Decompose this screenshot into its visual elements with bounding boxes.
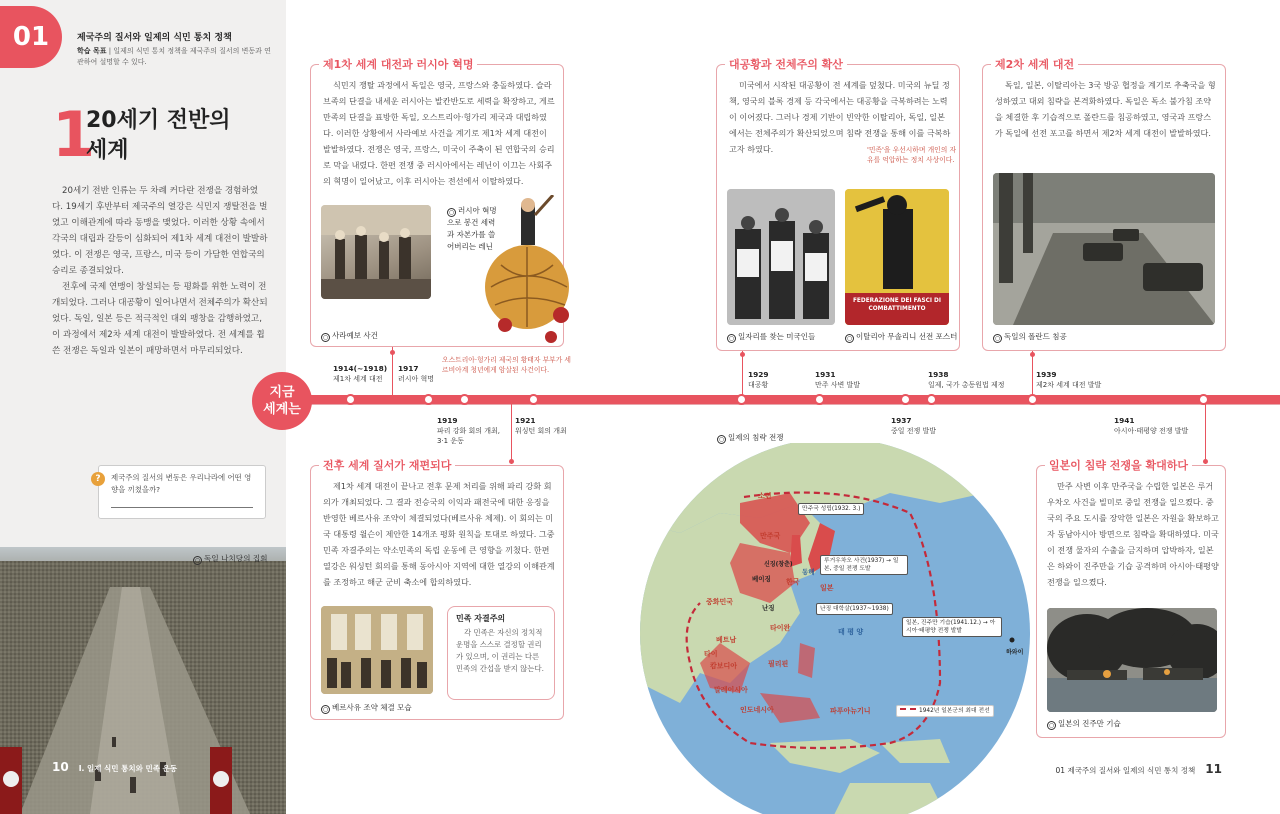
timeline-dot [345, 394, 356, 405]
map-label-beijing: 베이징 [752, 575, 771, 583]
poster-text: FEDERAZIONE DEI FASCI DI COMBATTIMENTO [852, 298, 942, 312]
page-number-left: 10 [52, 760, 69, 774]
section-title: 20세기 전반의 세계 [86, 108, 231, 163]
map-label-manchukuo: 만주국 [760, 532, 781, 540]
topic-box-depression [716, 58, 960, 351]
timeline-label: 1939 제2차 세계 대전 발발 [1036, 370, 1102, 389]
goal-text: 일제의 식민 통치 정책을 제국주의 질서의 변동과 연관하여 설명할 수 있다. [77, 47, 271, 66]
rally-caption: ○ 독일 나치당의 집회 [194, 554, 268, 564]
versailles-caption: ○ 베르사유 조약 체결 모습 [322, 703, 412, 713]
jobless-photo [727, 189, 835, 325]
topic-title-japan: 일본이 침략 전쟁을 확대하다 [1045, 457, 1192, 473]
map-label-indonesia: 인도네시아 [740, 706, 774, 714]
page-number-right: 11 [1205, 762, 1222, 776]
timeline-label: 1931 만주 사변 발발 [815, 370, 861, 389]
timeline-label: 1938 일제, 국가 총동원법 제정 [928, 370, 1005, 389]
poland-caption: ○ 독일의 폴란드 침공 [994, 332, 1067, 342]
timeline-dot [423, 394, 434, 405]
mussolini-poster [845, 189, 949, 325]
map-label-japan: 일본 [820, 584, 834, 592]
map-label-hawaii: 하와이 [1006, 649, 1024, 656]
topic-box-japan [1036, 459, 1226, 738]
map-note-pearl: 일본, 진주만 기습(1941.12.) → 아시아·태평양 전쟁 발발 [902, 617, 1002, 637]
map-label-nanjing: 난징 [762, 604, 775, 612]
topic-text-japan: 만주 사변 이후 만주국을 수립한 일본은 루거우차오 사건을 빌미로 중일 전쟁을 일으켰다. 중국의 주요 도시를 장악한 일본은 자원을 확보하고자 동남아시아 방면으로 침략을 확대하였다. 미국이 전쟁 물자의 수출을 금지하며 압박하자, 일본은 하와이 진주만을 기습 공격하며 아시아·태평양 전쟁을 일으켰다. [1047, 481, 1219, 587]
timeline-stem [511, 404, 512, 464]
timeline-bar [300, 395, 1280, 404]
topic-text-ww1: 식민지 쟁탈 과정에서 독일은 영국, 프랑스와 충돌하였다. 슬라브족의 단결을 내세운 러시아는 발칸반도로 세력을 확장하고, 게르만족의 단결을 표방한 독일, 오스트리아·헝가리 제국과 대립하였다. 이러한 상황에서 사라예보 사건을 계기로 제1차 세계 대전이 발발하였다. 전쟁은 영국, 프랑스, 미국이 주축이 된 연합국의 승리로 막을 내렸다. 한편 전쟁 중 러시아에서는 레닌이 이끄는 사회주의 혁명이 일어났고, 이후 러시아는 전선에서 이탈하였다. [323, 80, 555, 186]
map-label-png: 파푸아뉴기니 [830, 707, 871, 715]
map-label-korea: 한국 [786, 578, 800, 586]
intro-paragraph: 전후에 국제 연맹이 창설되는 등 평화를 위한 노력이 전개되었다. 그러나 대공황이 일어나면서 전체주의가 확산되었다. 독일, 일본 등은 적극적인 대외 팽창을 감행하였고, 이 과정에서 제2차 세계 대전이 발발하였다. 전 세계를 휩쓴 전쟁은 독일과 일본이 패망하면서 마무리되었다. [52, 282, 268, 356]
map-caption: ○ 일제의 침략 전쟁 [718, 433, 784, 443]
topic-box-postwar [310, 459, 564, 720]
japan-invasion-map [640, 443, 1030, 814]
mussolini-caption: ○ 이탈리아 무솔리니 선전 포스터 [846, 332, 958, 342]
timeline-stem [1032, 351, 1033, 395]
left-page [0, 0, 286, 814]
map-note-nanjing: 난징 대학살(1937~1938) [816, 603, 893, 615]
timeline-dot [1198, 394, 1209, 405]
map-label-malaysia: 말레이시아 [714, 686, 748, 694]
map-label-pacific: 태 평 양 [838, 628, 864, 636]
sarajevo-photo [321, 205, 431, 299]
map-label-east-sea: 동해 [802, 568, 815, 576]
timeline-pin [740, 352, 745, 357]
topic-text-postwar: 제1차 세계 대전이 끝나고 전후 문제 처리를 위해 파리 강화 회의가 개최되었다. 그 결과 전승국의 이익과 패전국에 대한 응징을 반영한 베르사유 조약이 체결되었다(베르사유 체제). 이 회의는 미국 대통령 윌슨이 제안한 14개조 평화 원칙을 토대로 하였다. 그중 민족 자결주의는 약소민족의 독립 운동에 큰 영향을 끼쳤다. 한편 열강은 워싱턴 회의를 통해 동아시아 지역에 대한 열강의 이해관계를 조정하고 해군 군비 축소에 합의하였다. [323, 481, 555, 587]
lenin-poster [481, 195, 577, 345]
timeline-dot [528, 394, 539, 405]
timeline-underline [300, 404, 1280, 405]
question-box [95, 465, 266, 519]
timeline-stem [1205, 404, 1206, 464]
timeline-dot [926, 394, 937, 405]
left-footer: 10 Ⅰ. 일제 식민 통치와 민족 운동 [52, 760, 178, 774]
sarajevo-caption: ○ 사라예보 사건 [322, 331, 378, 341]
pearl-harbor-caption: ○ 일본의 진주만 기습 [1048, 719, 1121, 729]
sarajevo-note: 오스트리아·헝가리 제국의 황태자 부부가 세르비아계 청년에게 암살된 사건이다. [442, 356, 571, 374]
timeline-stem [742, 351, 743, 395]
timeline-dot [736, 394, 747, 405]
topic-title-ww2: 제2차 세계 대전 [991, 56, 1078, 72]
map-label-soviet: 소련 [758, 492, 772, 500]
concept-box [447, 606, 555, 700]
map-label-thailand: 타이 [704, 650, 718, 658]
timeline-pin [509, 459, 514, 464]
topic-title-ww1: 제1차 세계 대전과 러시아 혁명 [319, 56, 477, 72]
map-note-manchukuo: 만주국 성립(1932. 3.) [798, 503, 864, 515]
timeline-dot [814, 394, 825, 405]
right-footer: 01 제국주의 질서와 일제의 식민 통치 정책 11 [1055, 762, 1222, 776]
map-label-philippines: 필리핀 [768, 660, 789, 668]
versailles-photo [321, 606, 433, 694]
map-label-taiwan: 타이완 [770, 624, 791, 632]
question-text: 제국주의 질서의 변동은 우리나라에 어떤 영향을 끼쳤을까? [111, 473, 252, 494]
timeline-label: 1914(~1918) 제1차 세계 대전 [333, 364, 388, 383]
goal-label: 학습 목표 [77, 47, 107, 55]
timeline-dot [459, 394, 470, 405]
section-number: 1 [52, 98, 96, 171]
intro-paragraph: 20세기 전반 인류는 두 차례 커다란 전쟁을 경험하였다. 19세기 후반부터 제국주의 열강은 식민지 쟁탈전을 벌였고 이해관계에 따라 동맹을 맺었다. 이러한 상황 속에서 각국의 대립과 갈등이 심화되어 제1차 세계 대전이 발발하였다. 이 전쟁은 영국, 프랑스, 미국 등이 가담한 연합국의 승리로 종결되었다. [52, 186, 268, 276]
intro-text [52, 183, 268, 359]
timeline-label: 1919 파리 강화 회의 개최, 3·1 운동 [437, 416, 500, 445]
unit-number-badge: 01 [0, 6, 62, 68]
timeline-pin [1030, 352, 1035, 357]
timeline-label: 1937 중일 전쟁 발발 [891, 416, 937, 435]
timeline-pin [1203, 459, 1208, 464]
map-label-cambodia: 캄보디아 [710, 662, 738, 670]
totalitarian-note: '민족'을 우선시하며 개인의 자유를 억압하는 정치 사상이다. [867, 146, 957, 164]
pearl-harbor-photo [1047, 608, 1217, 712]
topic-text-depression: 미국에서 시작된 대공황이 전 세계를 덮쳤다. 미국의 뉴딜 정책, 영국의 블록 경제 등 각국에서는 대공황을 극복하려는 노력이 이어졌다. 그러나 경제 기반이 빈약한 이탈리아, 독일, 일본에서는 전체주의가 확산되었으며 침략 전쟁을 통해 이를 극복하고자 하였다. [729, 80, 951, 154]
timeline-label: 1929 대공황 [748, 370, 769, 389]
map-label-shinkyo: 신징(창춘) [764, 561, 793, 568]
question-icon: ? [91, 472, 105, 486]
topic-title-postwar: 전후 세계 질서가 재편되다 [319, 457, 455, 473]
answer-line [111, 507, 253, 508]
topic-title-depression: 대공황과 전체주의 확산 [725, 56, 847, 72]
timeline-label: 1917 러시아 혁명 [398, 364, 435, 383]
timeline-label: 1921 워싱턴 회의 개최 [515, 416, 567, 435]
topic-box-ww2 [982, 58, 1226, 351]
timeline-dot [1027, 394, 1038, 405]
timeline-dot [900, 394, 911, 405]
photo-caption-icon: ○ [194, 557, 201, 564]
map-legend: 1942년 일본군의 최대 전선 [896, 705, 994, 717]
map-note-lugou: 루거우차오 사건(1937) → 일본, 중일 전쟁 도발 [820, 555, 908, 575]
now-world-badge: 지금 세계는 [252, 372, 312, 430]
concept-text: 각 민족은 자신의 정치적 운명을 스스로 결정할 권리가 있으며, 이 권리는 다른 민족의 간섭을 받지 않는다. [456, 628, 544, 673]
jobless-caption: ○ 일자리를 찾는 미국인들 [728, 332, 816, 342]
topic-text-ww2: 독일, 일본, 이탈리아는 3국 방공 협정을 계기로 추축국을 형성하였고 대외 침략을 본격화하였다. 독일은 독소 불가침 조약을 체결한 후 기습적으로 폴란드를 침공하였고, 영국과 프랑스가 독일에 선전 포고를 하면서 제2차 세계 대전이 발발하였다. [995, 80, 1216, 138]
unit-goal: 학습 목표 | 일제의 식민 통치 정책을 제국주의 질서의 변동과 연관하여 설명할 수 있다. [77, 47, 271, 66]
unit-title: 제국주의 질서와 일제의 식민 통치 정책 [77, 33, 232, 43]
timeline-pin [390, 350, 395, 355]
map-label-china: 중화민국 [706, 598, 734, 606]
topic-box-ww1 [310, 58, 564, 347]
concept-title: 민족 자결주의 [456, 614, 506, 623]
map-label-vietnam: 베트남 [716, 636, 737, 644]
lenin-caption: ○ 러시아 혁명으로 봉건 세력과 자본가를 쓸어버리는 레닌 [447, 206, 497, 251]
poland-invasion-photo [993, 173, 1215, 325]
legend-dash [900, 708, 916, 710]
timeline-label: 1941 아시아·태평양 전쟁 발발 [1114, 416, 1189, 435]
